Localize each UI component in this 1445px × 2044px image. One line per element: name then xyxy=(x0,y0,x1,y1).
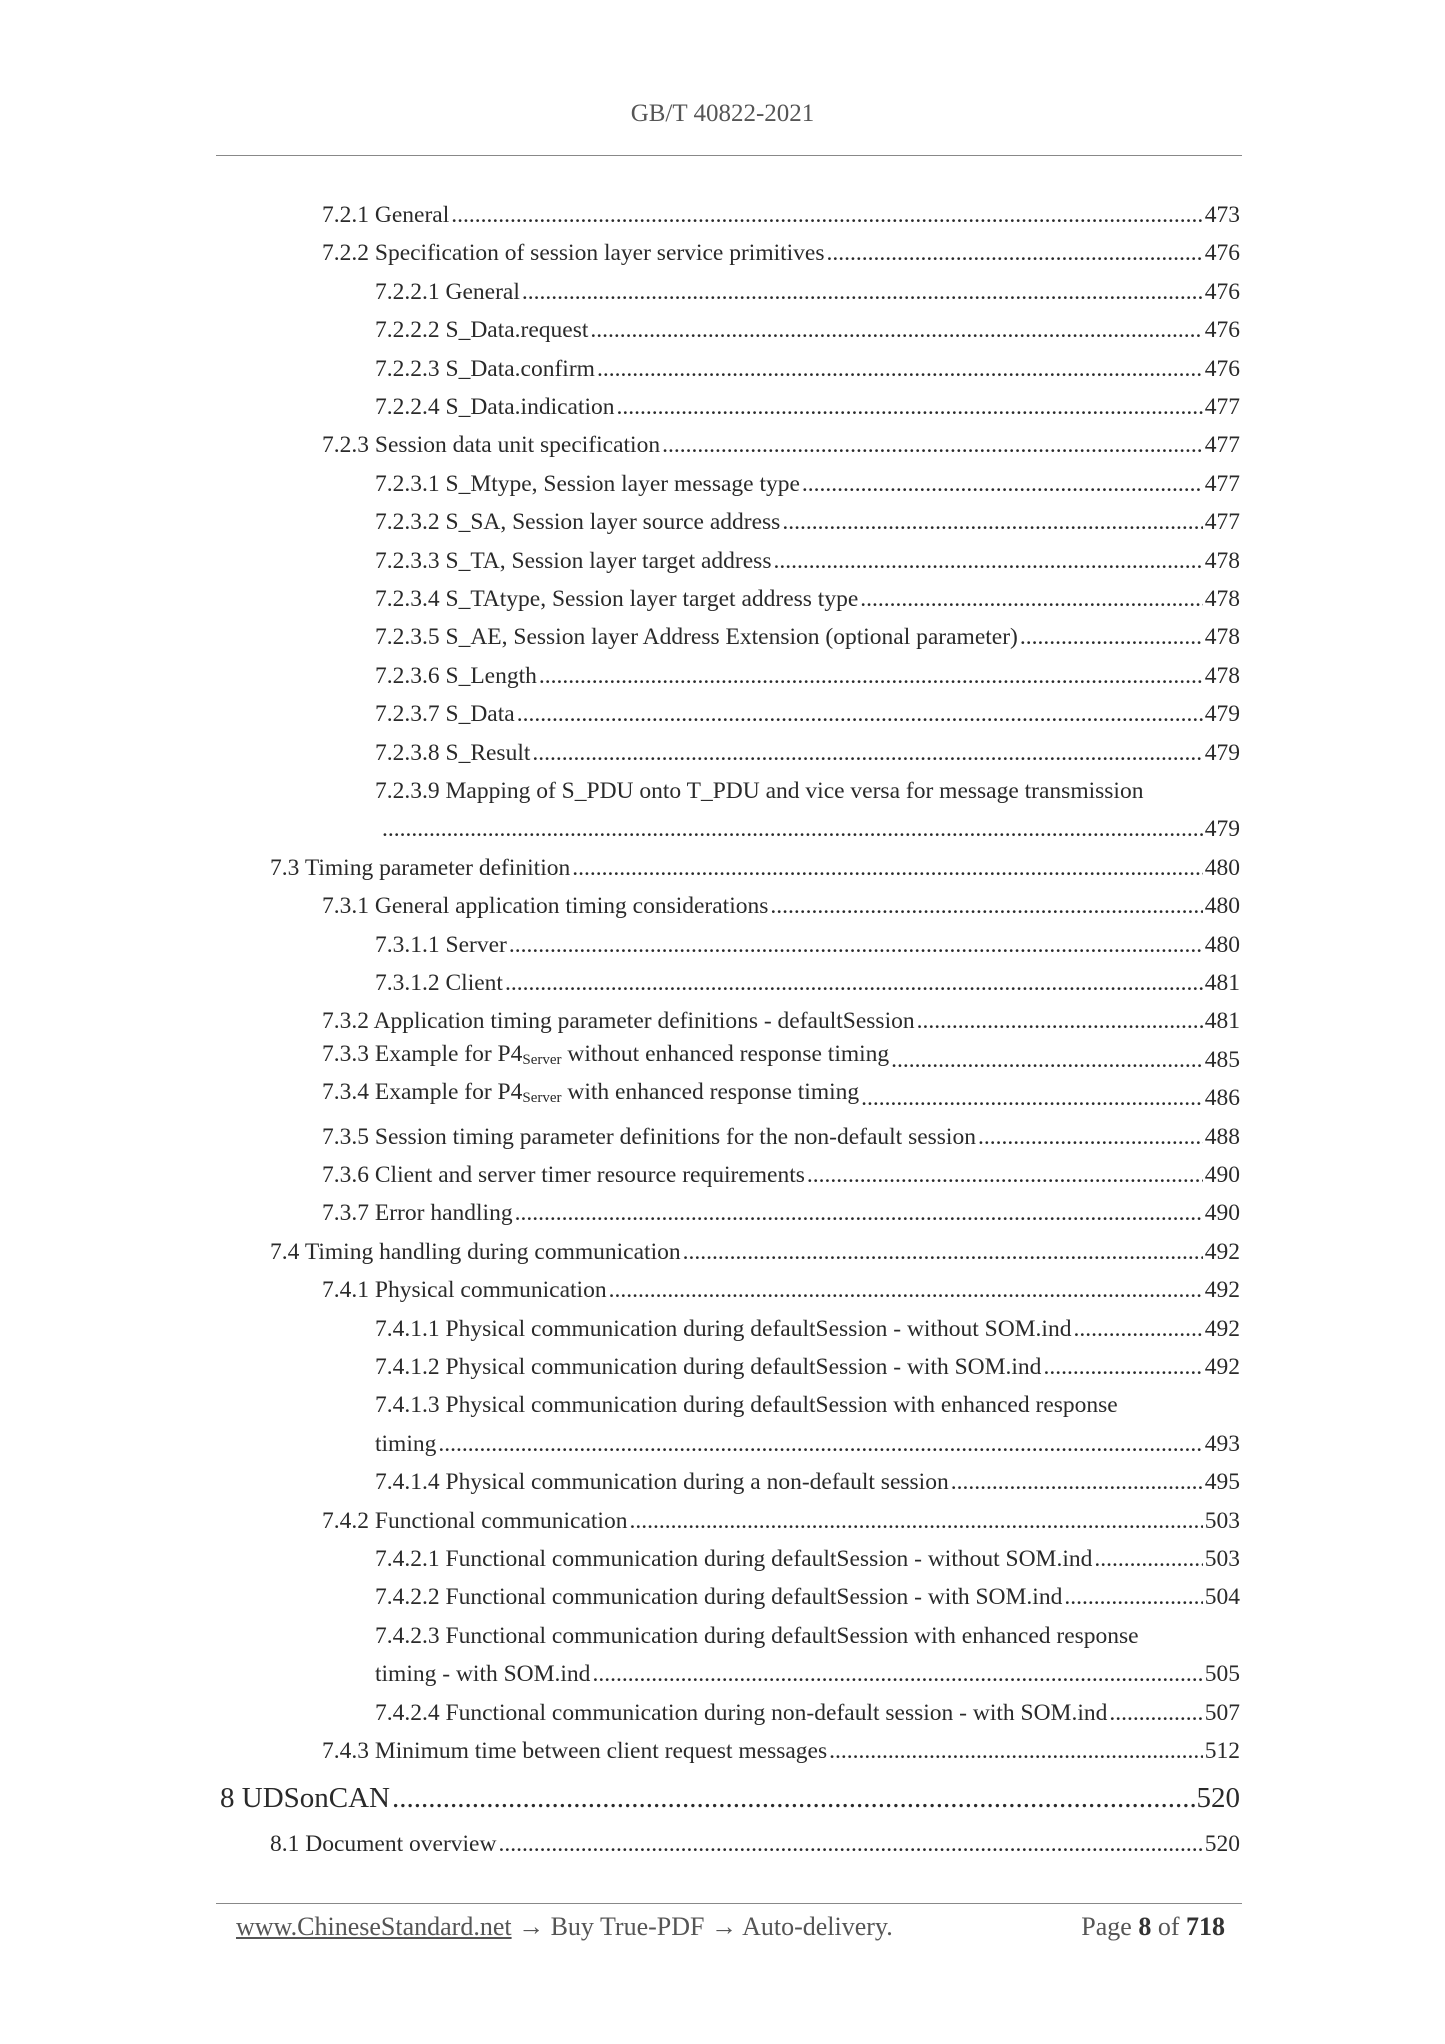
toc-page-number: 480 xyxy=(1204,854,1240,881)
toc-entry[interactable] xyxy=(375,661,1240,691)
toc-entry-title: 7.4.2.1 Functional communication during defaultSession - without SOM.ind xyxy=(375,1546,1093,1572)
toc-leader-dots xyxy=(782,507,1202,537)
toc-entry[interactable] xyxy=(270,1237,1240,1267)
toc-leader-dots xyxy=(509,930,1203,960)
toc-entry[interactable] xyxy=(375,584,1240,614)
toc-entry[interactable] xyxy=(375,699,1240,729)
toc-page-number: 480 xyxy=(1204,931,1240,958)
toc-entry-title: 7.4.2 Functional communication xyxy=(322,1507,628,1534)
toc-leader-dots xyxy=(617,392,1203,422)
toc-entry-title: 7.2.3.5 S_AE, Session layer Address Extension (optional parameter) xyxy=(375,624,1018,651)
toc-entry-title: 7.3.2 Application timing parameter definitions - defaultSession xyxy=(322,1008,915,1035)
toc-leader-dots xyxy=(392,1780,1195,1816)
toc-entry-title: 7.3.1 General application timing considerations xyxy=(322,893,769,920)
toc-title-subscript: Server xyxy=(522,1051,562,1068)
page-footer xyxy=(236,1912,893,1942)
toc-entry[interactable] xyxy=(375,930,1240,960)
header-divider xyxy=(216,155,1242,156)
toc-leader-dots xyxy=(802,469,1203,499)
toc-leader-dots xyxy=(505,968,1203,998)
toc-entry-title: 7.2.2 Specification of session layer service primitives xyxy=(322,240,825,267)
toc-entry[interactable] xyxy=(375,1582,1240,1612)
toc-page-number: 492 xyxy=(1204,1354,1240,1380)
toc-entry-title: timing - with SOM.ind xyxy=(375,1661,591,1688)
toc-page-number: 493 xyxy=(1204,1430,1240,1457)
toc-entry-title: 7.2.2.4 S_Data.indication xyxy=(375,394,615,420)
toc-entry-title xyxy=(322,1077,859,1113)
toc-entry[interactable] xyxy=(322,238,1240,268)
toc-entry-title: 7.2.3.3 S_TA, Session layer target address xyxy=(375,547,772,574)
toc-leader-dots xyxy=(1094,1544,1202,1574)
toc-entry[interactable] xyxy=(380,814,1240,844)
toc-leader-dots xyxy=(590,315,1202,345)
toc-entry[interactable] xyxy=(375,738,1240,768)
toc-entry[interactable] xyxy=(322,1079,1240,1113)
toc-entry-title: 7.2.2.2 S_Data.request xyxy=(375,317,589,344)
toc-page-number: 486 xyxy=(1204,1085,1240,1112)
toc-page-number: 480 xyxy=(1204,893,1240,920)
toc-page-number: 507 xyxy=(1204,1699,1240,1726)
toc-entry-title: 7.4 Timing handling during communication xyxy=(270,1238,681,1265)
toc-entry[interactable] xyxy=(220,1780,1240,1816)
toc-page-number: 520 xyxy=(1204,1830,1240,1857)
toc-entry[interactable] xyxy=(322,891,1240,921)
toc-entry-title: 8.1 Document overview xyxy=(270,1830,497,1857)
toc-leader-dots xyxy=(517,699,1203,729)
toc-entry[interactable] xyxy=(375,469,1240,499)
toc-leader-dots xyxy=(827,238,1203,268)
toc-entry-title: 7.3.6 Client and server timer resource requirements xyxy=(322,1162,805,1188)
toc-entry[interactable] xyxy=(375,546,1240,576)
toc-leader-dots xyxy=(532,738,1202,768)
arrow-icon: → xyxy=(711,1912,737,1941)
toc-entry-title: 7.3 Timing parameter definition xyxy=(270,854,571,881)
toc-page-number: 476 xyxy=(1204,240,1240,267)
toc-entry-wrapped-line[interactable] xyxy=(375,1390,1240,1420)
toc-entry-title: 7.2.3.7 S_Data xyxy=(375,701,515,728)
toc-leader-dots xyxy=(773,546,1202,576)
toc-entry-wrapped-line[interactable] xyxy=(375,776,1240,806)
toc-entry[interactable] xyxy=(375,277,1240,307)
toc-entry-title: 7.2.3.2 S_SA, Session layer source address xyxy=(375,509,781,536)
toc-page-number: 504 xyxy=(1204,1584,1240,1611)
toc-leader-dots xyxy=(438,1429,1202,1459)
toc-entry[interactable] xyxy=(375,1659,1240,1689)
toc-entry[interactable] xyxy=(322,1006,1240,1036)
toc-entry[interactable] xyxy=(375,1314,1240,1344)
toc-entry[interactable] xyxy=(375,507,1240,537)
toc-leader-dots xyxy=(978,1122,1203,1152)
toc-page-number: 512 xyxy=(1204,1738,1240,1764)
total-pages: 718 xyxy=(1186,1912,1225,1941)
toc-entry-title: 7.3.1.2 Client xyxy=(375,970,503,996)
toc-leader-dots xyxy=(597,354,1203,384)
toc-leader-dots xyxy=(1043,1352,1202,1382)
toc-entry[interactable] xyxy=(322,430,1240,460)
toc-leader-dots xyxy=(609,1275,1203,1305)
toc-page-number: 479 xyxy=(1204,739,1240,766)
toc-entry-title: 7.3.7 Error handling xyxy=(322,1200,513,1227)
toc-entry-title: 7.4.1.1 Physical communication during defaultSession - without SOM.ind xyxy=(375,1315,1072,1342)
toc-page-number: 477 xyxy=(1204,394,1240,420)
toc-page-number: 490 xyxy=(1204,1162,1240,1188)
toc-entry[interactable] xyxy=(375,392,1240,422)
toc-entry-title: 7.4.3 Minimum time between client request messages xyxy=(322,1738,828,1764)
toc-page-number: 478 xyxy=(1204,547,1240,574)
toc-entry[interactable] xyxy=(375,1544,1240,1574)
toc-entry[interactable] xyxy=(375,1698,1240,1728)
toc-entry-title: 7.4.1.4 Physical communication during a non-default session xyxy=(375,1469,949,1496)
toc-leader-dots xyxy=(1020,622,1203,652)
toc-entry-title: 7.2.3 Session data unit specification xyxy=(322,432,661,459)
toc-leader-dots xyxy=(951,1467,1203,1497)
toc-entry-title: 7.4.2.4 Functional communication during non-default session - with SOM.ind xyxy=(375,1699,1108,1726)
toc-entry[interactable] xyxy=(322,1040,1240,1075)
toc-leader-dots xyxy=(662,430,1203,460)
toc-entry-title: 7.2.3.4 S_TAtype, Session layer target address type xyxy=(375,586,859,612)
toc-entry-title: 7.2.3.8 S_Result xyxy=(375,739,531,766)
toc-page-number: 490 xyxy=(1204,1200,1240,1227)
toc-page-number: 477 xyxy=(1204,509,1240,536)
toc-entry-title: 7.4.1.3 Physical communication during defaultSession with enhanced response xyxy=(375,1392,1118,1419)
toc-page-number: 492 xyxy=(1204,1238,1240,1265)
toc-entry[interactable] xyxy=(322,1160,1240,1190)
toc-page-number: 477 xyxy=(1204,470,1240,497)
toc-page-number: 473 xyxy=(1204,202,1240,228)
toc-entry[interactable] xyxy=(322,1198,1240,1228)
toc-page-number: 505 xyxy=(1204,1661,1240,1688)
toc-entry-title: 7.2.3.6 S_Length xyxy=(375,662,537,689)
toc-entry[interactable] xyxy=(375,968,1240,998)
toc-entry[interactable] xyxy=(322,200,1240,230)
toc-title-part: without enhanced response timing xyxy=(561,1040,890,1067)
toc-entry-title: 8 UDSonCAN xyxy=(220,1782,390,1815)
toc-entry[interactable] xyxy=(375,1352,1240,1382)
toc-page-number: 520 xyxy=(1196,1782,1240,1815)
toc-entry[interactable] xyxy=(375,1467,1240,1497)
toc-entry-title: 7.4.1 Physical communication xyxy=(322,1277,607,1304)
document-code: GB/T 40822-2021 xyxy=(630,100,815,127)
toc-entry-title: 7.2.1 General xyxy=(322,202,450,228)
toc-leader-dots xyxy=(522,277,1203,307)
of-label: of xyxy=(1157,1912,1180,1941)
toc-leader-dots xyxy=(829,1736,1203,1766)
toc-page-number: 503 xyxy=(1204,1546,1240,1572)
toc-entry-title: 7.3.1.1 Server xyxy=(375,931,507,958)
toc-leader-dots xyxy=(807,1160,1203,1190)
toc-leader-dots xyxy=(1109,1698,1202,1728)
toc-leader-dots xyxy=(629,1506,1202,1536)
toc-page-number: 479 xyxy=(1204,701,1240,728)
toc-page-number: 476 xyxy=(1204,317,1240,344)
toc-entry[interactable] xyxy=(375,622,1240,652)
toc-leader-dots xyxy=(382,814,1203,844)
toc-page-number: 478 xyxy=(1204,586,1240,612)
toc-entry-title: 7.2.3.9 Mapping of S_PDU onto T_PDU and vice versa for message transmission xyxy=(375,778,1144,804)
toc-leader-dots xyxy=(917,1006,1203,1036)
toc-page-number: 495 xyxy=(1204,1469,1240,1496)
toc-entry[interactable] xyxy=(322,1736,1240,1766)
toc-leader-dots xyxy=(1073,1314,1202,1344)
toc-entry[interactable] xyxy=(322,1275,1240,1305)
toc-entry[interactable] xyxy=(322,1122,1240,1152)
toc-leader-dots xyxy=(891,1045,1203,1075)
toc-page-number: 488 xyxy=(1204,1123,1240,1150)
toc-entry-title: 7.2.2.1 General xyxy=(375,278,520,305)
toc-page-number: 478 xyxy=(1204,662,1240,689)
buy-link[interactable]: Buy True-PDF xyxy=(550,1912,705,1941)
toc-leader-dots xyxy=(1064,1582,1202,1612)
toc-title-part: with enhanced response timing xyxy=(561,1079,860,1106)
toc-page-number: 479 xyxy=(1204,816,1240,843)
toc-leader-dots xyxy=(770,891,1202,921)
toc-page-number: 481 xyxy=(1204,1008,1240,1035)
toc-page-number: 477 xyxy=(1204,432,1240,459)
page-number: 8 xyxy=(1138,1912,1152,1941)
site-link[interactable]: www.ChineseStandard.net xyxy=(236,1912,512,1941)
toc-title-part: 7.3.3 Example for P4 xyxy=(322,1040,523,1067)
toc-entry[interactable] xyxy=(375,354,1240,384)
toc-leader-dots xyxy=(860,584,1202,614)
toc-entry[interactable] xyxy=(375,1429,1240,1459)
toc-page-number: 476 xyxy=(1204,355,1240,382)
toc-entry-title: 7.4.1.2 Physical communication during defaultSession - with SOM.ind xyxy=(375,1354,1042,1380)
toc-page-number: 476 xyxy=(1204,278,1240,305)
toc-leader-dots xyxy=(683,1237,1203,1267)
page-label: Page xyxy=(1081,1912,1132,1941)
arrow-icon: → xyxy=(518,1912,545,1941)
toc-page-number: 478 xyxy=(1204,624,1240,651)
toc-entry-title: 7.4.2.2 Functional communication during defaultSession - with SOM.ind xyxy=(375,1584,1063,1611)
toc-entry-title: 7.3.5 Session timing parameter definitions for the non-default session xyxy=(322,1123,976,1150)
toc-entry-title: 7.2.3.1 S_Mtype, Session layer message type xyxy=(375,470,800,497)
toc-entry-title: 7.2.2.3 S_Data.confirm xyxy=(375,355,595,382)
toc-leader-dots xyxy=(861,1083,1203,1113)
toc-leader-dots xyxy=(539,661,1203,691)
toc-page-number: 481 xyxy=(1204,970,1240,996)
toc-entry-title xyxy=(322,1039,889,1075)
toc-title-subscript: Server xyxy=(522,1090,562,1107)
page-indicator xyxy=(1081,1912,1225,1942)
toc-leader-dots xyxy=(451,200,1203,230)
toc-leader-dots xyxy=(498,1829,1202,1859)
toc-entry-wrapped-line[interactable] xyxy=(375,1621,1240,1651)
toc-page-number: 492 xyxy=(1204,1315,1240,1342)
footer-divider xyxy=(216,1903,1242,1904)
toc-entry[interactable] xyxy=(270,853,1240,883)
toc-entry-title: 7.4.2.3 Functional communication during defaultSession with enhanced response xyxy=(375,1622,1139,1649)
toc-entry[interactable] xyxy=(322,1506,1240,1536)
toc-page-number: 492 xyxy=(1204,1277,1240,1304)
toc-title-part: 7.3.4 Example for P4 xyxy=(322,1079,523,1106)
delivery-text: Auto-delivery. xyxy=(742,1912,893,1941)
page-header xyxy=(0,100,1445,128)
toc-page-number: 503 xyxy=(1204,1507,1240,1534)
toc-entry[interactable] xyxy=(270,1829,1240,1859)
toc-entry-title: timing xyxy=(375,1430,437,1457)
toc-page-number: 485 xyxy=(1204,1046,1240,1073)
toc-leader-dots xyxy=(572,853,1203,883)
toc-entry[interactable] xyxy=(375,315,1240,345)
toc-leader-dots xyxy=(592,1659,1202,1689)
toc-leader-dots xyxy=(515,1198,1203,1228)
